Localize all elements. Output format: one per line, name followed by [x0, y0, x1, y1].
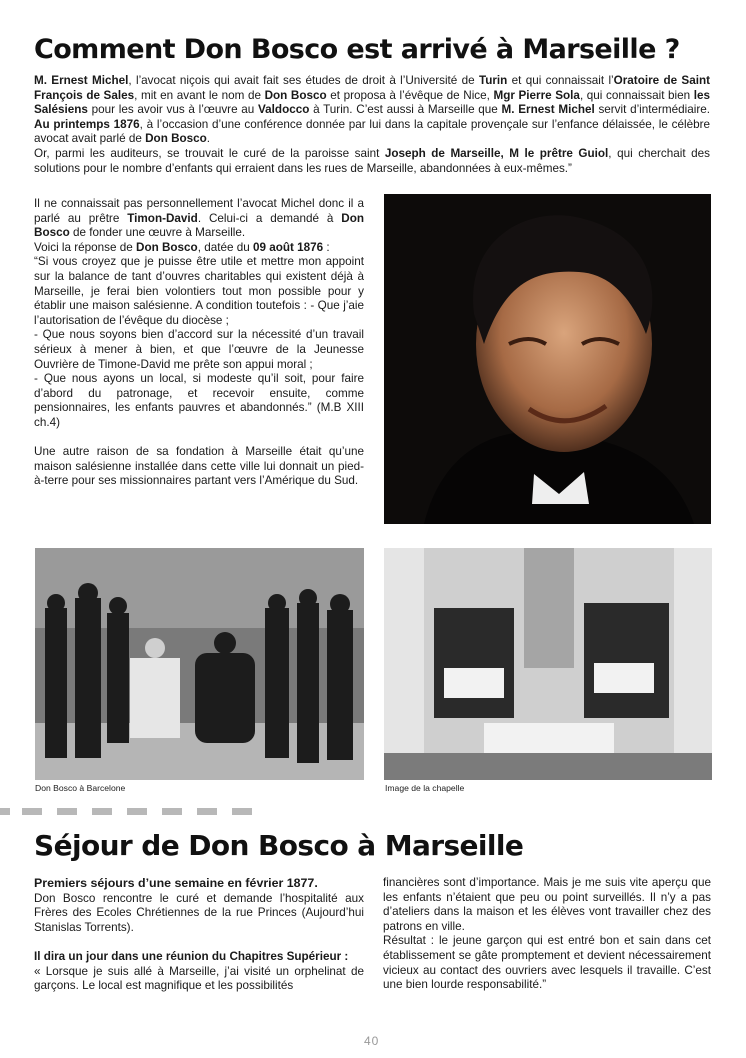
text-run: de fonder une œuvre à Marseille. — [69, 226, 246, 240]
text-run: Voici la réponse de — [34, 240, 137, 254]
text-run: , mit en avant le nom de — [134, 88, 265, 102]
left-column-paragraph — [34, 445, 364, 489]
page-number: 40 — [364, 1034, 380, 1048]
text-run: - Que nous soyons bien d’accord sur la nécessité d’un travail sérieux à mener à bien, et que l’œuvre de la Jeunesse Ouvrière de Timone-David me prête son appui moral ; — [34, 328, 364, 371]
left-column-paragraph — [34, 372, 364, 430]
bold-text: Don Bosco — [34, 211, 364, 240]
stay-right-paragraph — [383, 876, 711, 934]
stay-left-column — [34, 876, 364, 994]
left-column-paragraph — [34, 241, 364, 256]
text-run: Don Bosco rencontre le curé et demande l’hospitalité aux Frères des Ecoles Chrétiennes de la rue Princes (Aujourd’hui Stanislas Torrents). — [34, 891, 364, 934]
bold-text: Oratoire de Saint François de Sales — [34, 74, 710, 102]
bold-text: Au printemps 1876 — [34, 117, 140, 131]
bold-text: les Salésiens — [34, 88, 711, 117]
bold-text: Don Bosco — [264, 88, 327, 102]
section-title-arrival: Comment Don Bosco est arrivé à Marseille ? — [34, 34, 680, 65]
bold-text: Il dira un jour dans une réunion du Chapitres Supérieur : — [34, 949, 349, 963]
text-run: Une autre raison de sa fondation à Marseille était qu’une maison salésienne installée dans cette ville lui donnait un pied-à-terre pour ses missionnaires partant vers l’Amérique du Sud. — [34, 445, 364, 488]
text-run: Il ne connaissait pas personnellement l’avocat Michel donc il a parlé au prêtre — [34, 197, 364, 225]
text-run: , qui cherchait des solutions pour le nombre d’enfants qui erraient dans les rues de Marseille, abandonnées à eux-mêmes.” — [34, 146, 710, 175]
bold-text: Mgr Pierre Sola — [493, 88, 580, 102]
text-run: , datée du — [197, 240, 253, 254]
stay-left-paragraph — [34, 965, 364, 994]
chapelle-photo — [384, 548, 712, 780]
text-run — [34, 431, 37, 444]
bold-text: Don Bosco — [145, 132, 207, 146]
text-run: financières sont d’importance. Mais je me suis vite aperçu que les enfants n’étaient que peu ou point surveillés. Il n’y a pas d’ateliers dans la maison et les élèves vont travailler chez des patrons en ville. — [383, 876, 711, 933]
bold-text: Don Bosco — [136, 240, 198, 254]
bold-text: 09 août 1876 — [252, 240, 324, 254]
left-column-paragraph — [34, 328, 364, 372]
bold-text: Timon-David — [127, 211, 198, 225]
stay-right-column — [383, 876, 711, 993]
text-run: , l’avocat niçois qui avait fait ses études de droit à l’Université de — [128, 74, 479, 87]
left-column-paragraph — [34, 255, 364, 328]
stay-left-paragraph — [34, 950, 364, 965]
text-run: - Que nous ayons un local, si modeste qu’il soit, pour faire d’abord du patronage, et recevoir ensuite, comme pensionnaires, les enfants pauvres et abandonnés.” (M.B XIII ch.4) — [34, 372, 364, 429]
text-run: Or, parmi les auditeurs, se trouvait le curé de la paroisse saint — [34, 146, 385, 160]
left-column-paragraph — [34, 431, 364, 446]
text-run: et qui connaissait l’ — [507, 74, 614, 87]
stay-left-paragraph — [34, 935, 364, 950]
stay-left-paragraph — [34, 876, 364, 892]
left-column-paragraph — [34, 197, 364, 241]
section-title-stay: Séjour de Don Bosco à Marseille — [34, 829, 524, 862]
text-run: , qui connaissait bien — [579, 88, 694, 102]
barcelone-group-photo — [35, 548, 364, 780]
bold-text: M. Ernest Michel — [501, 103, 595, 117]
text-run: pour les avoir vus à l’œuvre au — [87, 103, 259, 117]
intro-paragraph — [34, 147, 710, 176]
left-column-text — [34, 197, 364, 489]
bold-text: Joseph de Marseille, M le prêtre Guiol — [384, 146, 609, 160]
bold-text: Valdocco — [258, 103, 310, 117]
don-bosco-portrait-photo — [384, 194, 711, 524]
intro-paragraph — [34, 74, 710, 176]
text-run — [34, 935, 37, 948]
bold-text: Turin — [478, 74, 508, 87]
text-run: , à l’occasion d’une conférence donnée par lui dans la capitale provençale sur l’enfance délaissée, le célèbre avocat avait parlé de — [34, 117, 710, 146]
intro-paragraph — [34, 74, 710, 147]
text-run: servit d’intermédiaire. — [594, 103, 710, 117]
stay-right-paragraph — [383, 934, 711, 992]
text-run: et proposa à l’évêque de Nice, — [326, 88, 494, 102]
caption-chapelle: Image de la chapelle — [385, 783, 465, 793]
caption-barcelone: Don Bosco à Barcelone — [35, 783, 126, 793]
text-run: “Si vous croyez que je puisse être utile et mettre mon appoint sur la balance de tant d’ouvres charitables qui existent déjà à Marseille, je ferai bien volontiers tout mon possible pour y établir une maison salésienne. A condition toutefois : - Que j’aie l’autorisation de l’évêque du diocèse ; — [34, 255, 364, 327]
text-run: « Lorsque je suis allé à Marseille, j’ai visité un orphelinat de garçons. Le local est magnifique et les possibilités — [34, 964, 364, 993]
bold-text: Premiers séjours d’une semaine en février 1877. — [34, 876, 318, 890]
bold-text: M. Ernest Michel — [34, 74, 129, 87]
stay-left-paragraph — [34, 892, 364, 936]
text-run: . Celui-ci a demandé à — [197, 211, 342, 225]
text-run: . — [206, 132, 211, 146]
text-run: à Turin. C’est aussi à Marseille que — [309, 103, 502, 117]
text-run: : — [323, 240, 330, 254]
text-run: Résultat : le jeune garçon qui est entré bon et sain dans cet établissement se gâte promptement et devient nécessairement vicieux au contact des ouvriers avec lesquels il travaille. C’est une bien lourde responsabilité.” — [383, 934, 711, 992]
